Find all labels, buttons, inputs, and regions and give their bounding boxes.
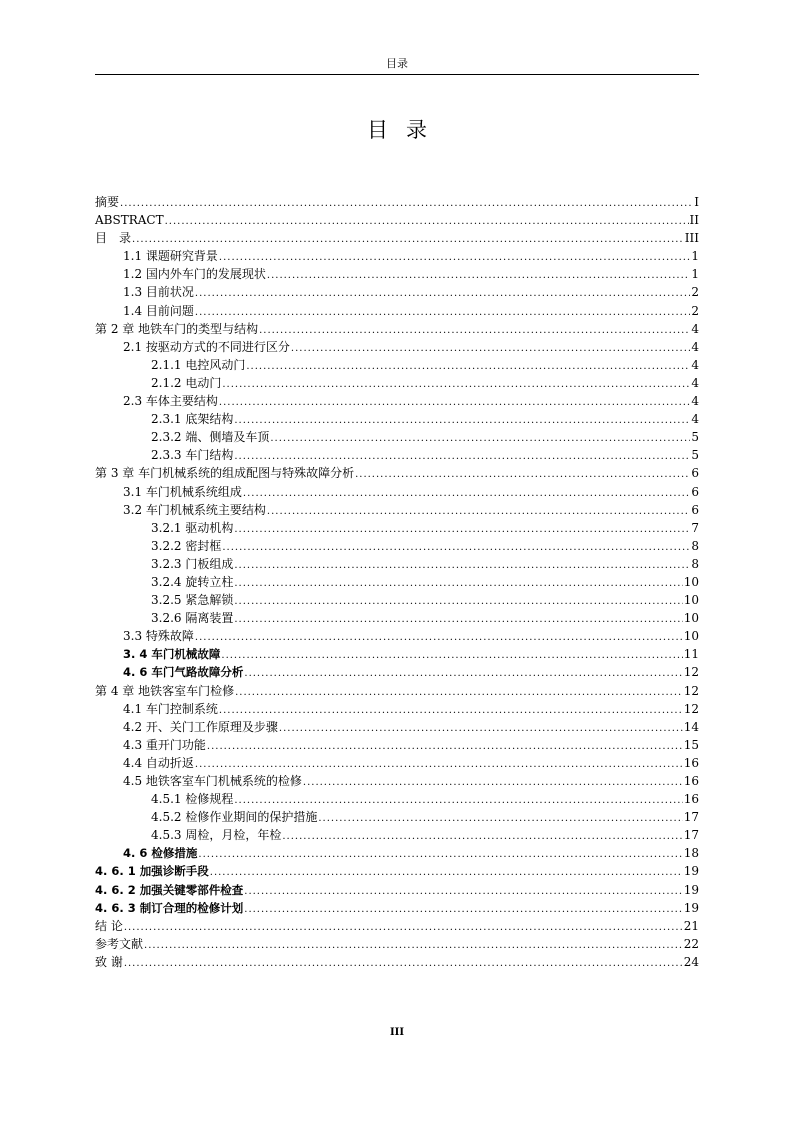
toc-entry-label: 第 4 章 地铁客室车门检修 (95, 683, 235, 698)
toc-entry-label: 4.5.2 检修作业期间的保护措施 (151, 810, 318, 825)
toc-entry[interactable] (95, 464, 699, 482)
toc-entry-label: 结 论 (95, 918, 123, 933)
toc-entry-label: 2.3 车体主要结构 (123, 394, 218, 409)
toc-entry-page: 15 (683, 737, 699, 752)
toc-entry-label: ABSTRACT (95, 213, 164, 228)
toc-entry[interactable] (95, 663, 699, 681)
toc-entry-label: 4.2 开、关门工作原理及步骤 (123, 719, 278, 734)
toc-entry[interactable] (95, 808, 699, 826)
toc-entry-label: 3.2.4 旋转立柱 (151, 574, 234, 589)
toc-leader-dots (222, 539, 690, 557)
toc-entry-page: 6 (691, 484, 699, 499)
toc-entry-page: 10 (683, 611, 699, 626)
toc-entry-label: 3.1 车门机械系统组成 (123, 484, 242, 499)
toc-entry-page: 12 (683, 683, 699, 698)
toc-leader-dots (246, 358, 690, 376)
toc-entry[interactable] (95, 591, 699, 609)
toc-entry[interactable] (95, 609, 699, 627)
header-rule (95, 74, 699, 75)
toc-entry[interactable] (95, 899, 699, 917)
toc-entry[interactable] (95, 283, 699, 301)
toc-entry-page: 16 (683, 792, 699, 807)
toc-leader-dots (195, 285, 690, 303)
toc-entry-page: 10 (683, 593, 699, 608)
toc-entry-label: 3.2.1 驱动机构 (151, 520, 234, 535)
toc-entry[interactable] (95, 519, 699, 537)
toc-leader-dots (195, 304, 690, 322)
toc-entry[interactable] (95, 772, 699, 790)
toc-leader-dots (207, 738, 683, 756)
toc-entry[interactable] (95, 356, 699, 374)
toc-entry-page: 2 (691, 303, 699, 318)
page-title: 目录 (367, 118, 445, 142)
toc-entry-label: 2.3.2 端、侧墙及车顶 (151, 430, 270, 445)
toc-entry-page: 4 (691, 394, 699, 409)
toc-entry-label: 第 3 章 车门机械系统的组成配图与特殊故障分析 (95, 466, 355, 481)
toc-entry-label: 4. 6. 2 加强关键零部件检查 (95, 882, 244, 897)
toc-entry[interactable] (95, 718, 699, 736)
toc-leader-dots (219, 249, 690, 267)
toc-entry[interactable] (95, 320, 699, 338)
toc-leader-dots (243, 485, 690, 503)
toc-entry[interactable] (95, 555, 699, 573)
toc-entry[interactable] (95, 229, 699, 247)
toc-entry-label: 4. 6 检修措施 (123, 846, 198, 861)
toc-entry[interactable] (95, 446, 699, 464)
toc-entry-label: 1.4 目前问题 (123, 303, 194, 318)
toc-entry[interactable] (95, 917, 699, 935)
table-of-contents (95, 193, 699, 971)
toc-entry[interactable] (95, 736, 699, 754)
toc-leader-dots (234, 593, 682, 611)
toc-entry-label: 4.3 重开门功能 (123, 737, 206, 752)
toc-entry-page: 5 (691, 448, 699, 463)
toc-entry[interactable] (95, 410, 699, 428)
toc-leader-dots (195, 629, 683, 647)
toc-entry[interactable] (95, 826, 699, 844)
toc-entry-label: 4.5.1 检修规程 (151, 792, 234, 807)
toc-entry-label: 目 录 (95, 231, 132, 246)
toc-entry[interactable] (95, 645, 699, 663)
toc-entry-label: 4. 6 车门气路故障分析 (123, 665, 244, 680)
toc-entry-page: 16 (683, 755, 699, 770)
toc-leader-dots (318, 810, 682, 828)
toc-entry-page: 22 (683, 936, 699, 951)
toc-entry-label: 1.1 课题研究背景 (123, 249, 218, 264)
running-header: 目录 (386, 57, 408, 70)
toc-entry-page: 4 (691, 357, 699, 372)
toc-leader-dots (210, 864, 683, 882)
toc-leader-dots (219, 394, 690, 412)
toc-leader-dots (234, 521, 690, 539)
toc-entry[interactable] (95, 211, 699, 229)
toc-entry[interactable] (95, 700, 699, 718)
toc-entry-page: III (684, 231, 699, 246)
toc-entry-label: 4.5 地铁客室车门机械系统的检修 (123, 774, 302, 788)
toc-entry-page: 4 (691, 321, 699, 336)
toc-entry-page: 10 (683, 629, 699, 644)
toc-entry[interactable] (95, 302, 699, 320)
toc-entry-label: 3.2.6 隔离装置 (151, 611, 234, 626)
toc-entry[interactable] (95, 790, 699, 808)
toc-leader-dots (291, 340, 690, 358)
toc-leader-dots (198, 846, 682, 864)
toc-entry-label: 3.3 特殊故障 (123, 629, 194, 644)
toc-entry-label: 1.3 目前状况 (123, 285, 194, 300)
toc-entry-page: 4 (691, 339, 699, 354)
toc-entry-page: 8 (691, 556, 699, 571)
toc-entry-page: 2 (691, 285, 699, 300)
toc-entry-page: 12 (683, 665, 699, 680)
toc-entry-page: 14 (683, 719, 699, 734)
toc-entry-page: 12 (683, 701, 699, 716)
toc-entry-page: 16 (683, 774, 699, 788)
toc-entry-label: 4.5.3 周检，月检，年检 (151, 828, 282, 843)
toc-entry-page: 17 (683, 828, 699, 843)
toc-entry[interactable] (95, 428, 699, 446)
toc-entry-label: 2.1.2 电动门 (151, 375, 222, 390)
toc-entry-page: 1 (691, 249, 699, 264)
toc-entry-page: 18 (683, 846, 699, 861)
toc-entry-page: 19 (683, 864, 699, 879)
toc-leader-dots (219, 702, 683, 720)
toc-entry[interactable] (95, 627, 699, 645)
toc-leader-dots (124, 919, 683, 937)
toc-entry-page: 6 (691, 466, 699, 481)
toc-entry-label: 4.1 车门控制系统 (123, 701, 218, 716)
toc-entry-label: 摘要 (95, 195, 120, 209)
toc-leader-dots (234, 611, 682, 629)
toc-leader-dots (234, 412, 690, 430)
toc-entry-label: 4. 6. 1 加强诊断手段 (95, 864, 209, 879)
toc-entry-page: 21 (683, 918, 699, 933)
toc-entry[interactable] (95, 881, 699, 899)
toc-leader-dots (222, 376, 690, 394)
toc-entry[interactable] (95, 935, 699, 953)
toc-leader-dots (279, 720, 683, 738)
toc-entry-label: 3.2.3 门板组成 (151, 556, 234, 571)
toc-entry-page: 1 (691, 267, 699, 282)
toc-entry-page: II (689, 213, 699, 228)
toc-entry-page: 17 (683, 810, 699, 825)
toc-leader-dots (144, 937, 683, 955)
toc-entry-page: 10 (683, 574, 699, 589)
toc-entry-label: 2.3.1 底架结构 (151, 412, 234, 427)
toc-entry-label: 3.2.5 紧急解锁 (151, 593, 234, 608)
toc-entry[interactable] (95, 265, 699, 283)
toc-leader-dots (124, 955, 683, 973)
toc-leader-dots (234, 557, 690, 575)
toc-leader-dots (244, 665, 682, 683)
toc-entry-page: 5 (691, 430, 699, 445)
toc-entry-label: 第 2 章 地铁车门的类型与结构 (95, 321, 259, 336)
toc-entry[interactable] (95, 537, 699, 555)
toc-entry-label: 2.1.1 电控风动门 (151, 357, 246, 372)
toc-entry-label: 3.2 车门机械系统主要结构 (123, 502, 266, 517)
toc-entry[interactable] (95, 573, 699, 591)
toc-leader-dots (355, 466, 690, 484)
toc-entry[interactable] (95, 193, 699, 211)
toc-entry-page: 11 (683, 647, 699, 662)
toc-leader-dots (165, 213, 689, 231)
toc-entry[interactable] (95, 483, 699, 501)
toc-entry-label: 2.3.3 车门结构 (151, 448, 234, 463)
toc-entry[interactable] (95, 374, 699, 392)
toc-leader-dots (244, 901, 682, 919)
toc-leader-dots (235, 684, 683, 702)
toc-leader-dots (221, 647, 682, 665)
toc-leader-dots (267, 503, 690, 521)
toc-entry[interactable] (95, 844, 699, 862)
toc-leader-dots (270, 430, 690, 448)
toc-entry-page: 4 (691, 375, 699, 390)
toc-entry-label: 致 谢 (95, 954, 123, 969)
toc-leader-dots (120, 195, 693, 213)
toc-entry[interactable] (95, 953, 699, 971)
toc-entry[interactable] (95, 754, 699, 772)
toc-entry-page: I (694, 195, 699, 209)
toc-entry-label: 3. 4 车门机械故障 (123, 647, 221, 662)
toc-entry-page: 19 (683, 900, 699, 915)
toc-leader-dots (267, 267, 690, 285)
toc-entry-label: 2.1 按驱动方式的不同进行区分 (123, 339, 290, 354)
toc-entry-label: 4. 6. 3 制订合理的检修计划 (95, 900, 244, 915)
toc-entry[interactable] (95, 501, 699, 519)
toc-entry-page: 7 (691, 520, 699, 535)
toc-entry-label: 3.2.2 密封框 (151, 538, 222, 553)
toc-entry-page: 6 (691, 502, 699, 517)
toc-entry[interactable] (95, 338, 699, 356)
toc-entry-page: 19 (683, 882, 699, 897)
toc-entry-label: 1.2 国内外车门的发展现状 (123, 267, 266, 282)
toc-leader-dots (303, 774, 683, 792)
toc-entry-label: 参考文献 (95, 936, 144, 951)
toc-leader-dots (282, 828, 682, 846)
toc-entry-page: 24 (683, 954, 699, 969)
toc-leader-dots (244, 883, 682, 901)
toc-entry[interactable] (95, 682, 699, 700)
toc-entry-page: 4 (691, 412, 699, 427)
toc-entry[interactable] (95, 247, 699, 265)
toc-entry-label: 4.4 自动折返 (123, 755, 194, 770)
toc-leader-dots (259, 322, 690, 340)
page-number: III (389, 1027, 405, 1038)
toc-entry[interactable] (95, 392, 699, 410)
toc-entry-page: 8 (691, 538, 699, 553)
toc-entry[interactable] (95, 862, 699, 880)
toc-leader-dots (234, 575, 682, 593)
